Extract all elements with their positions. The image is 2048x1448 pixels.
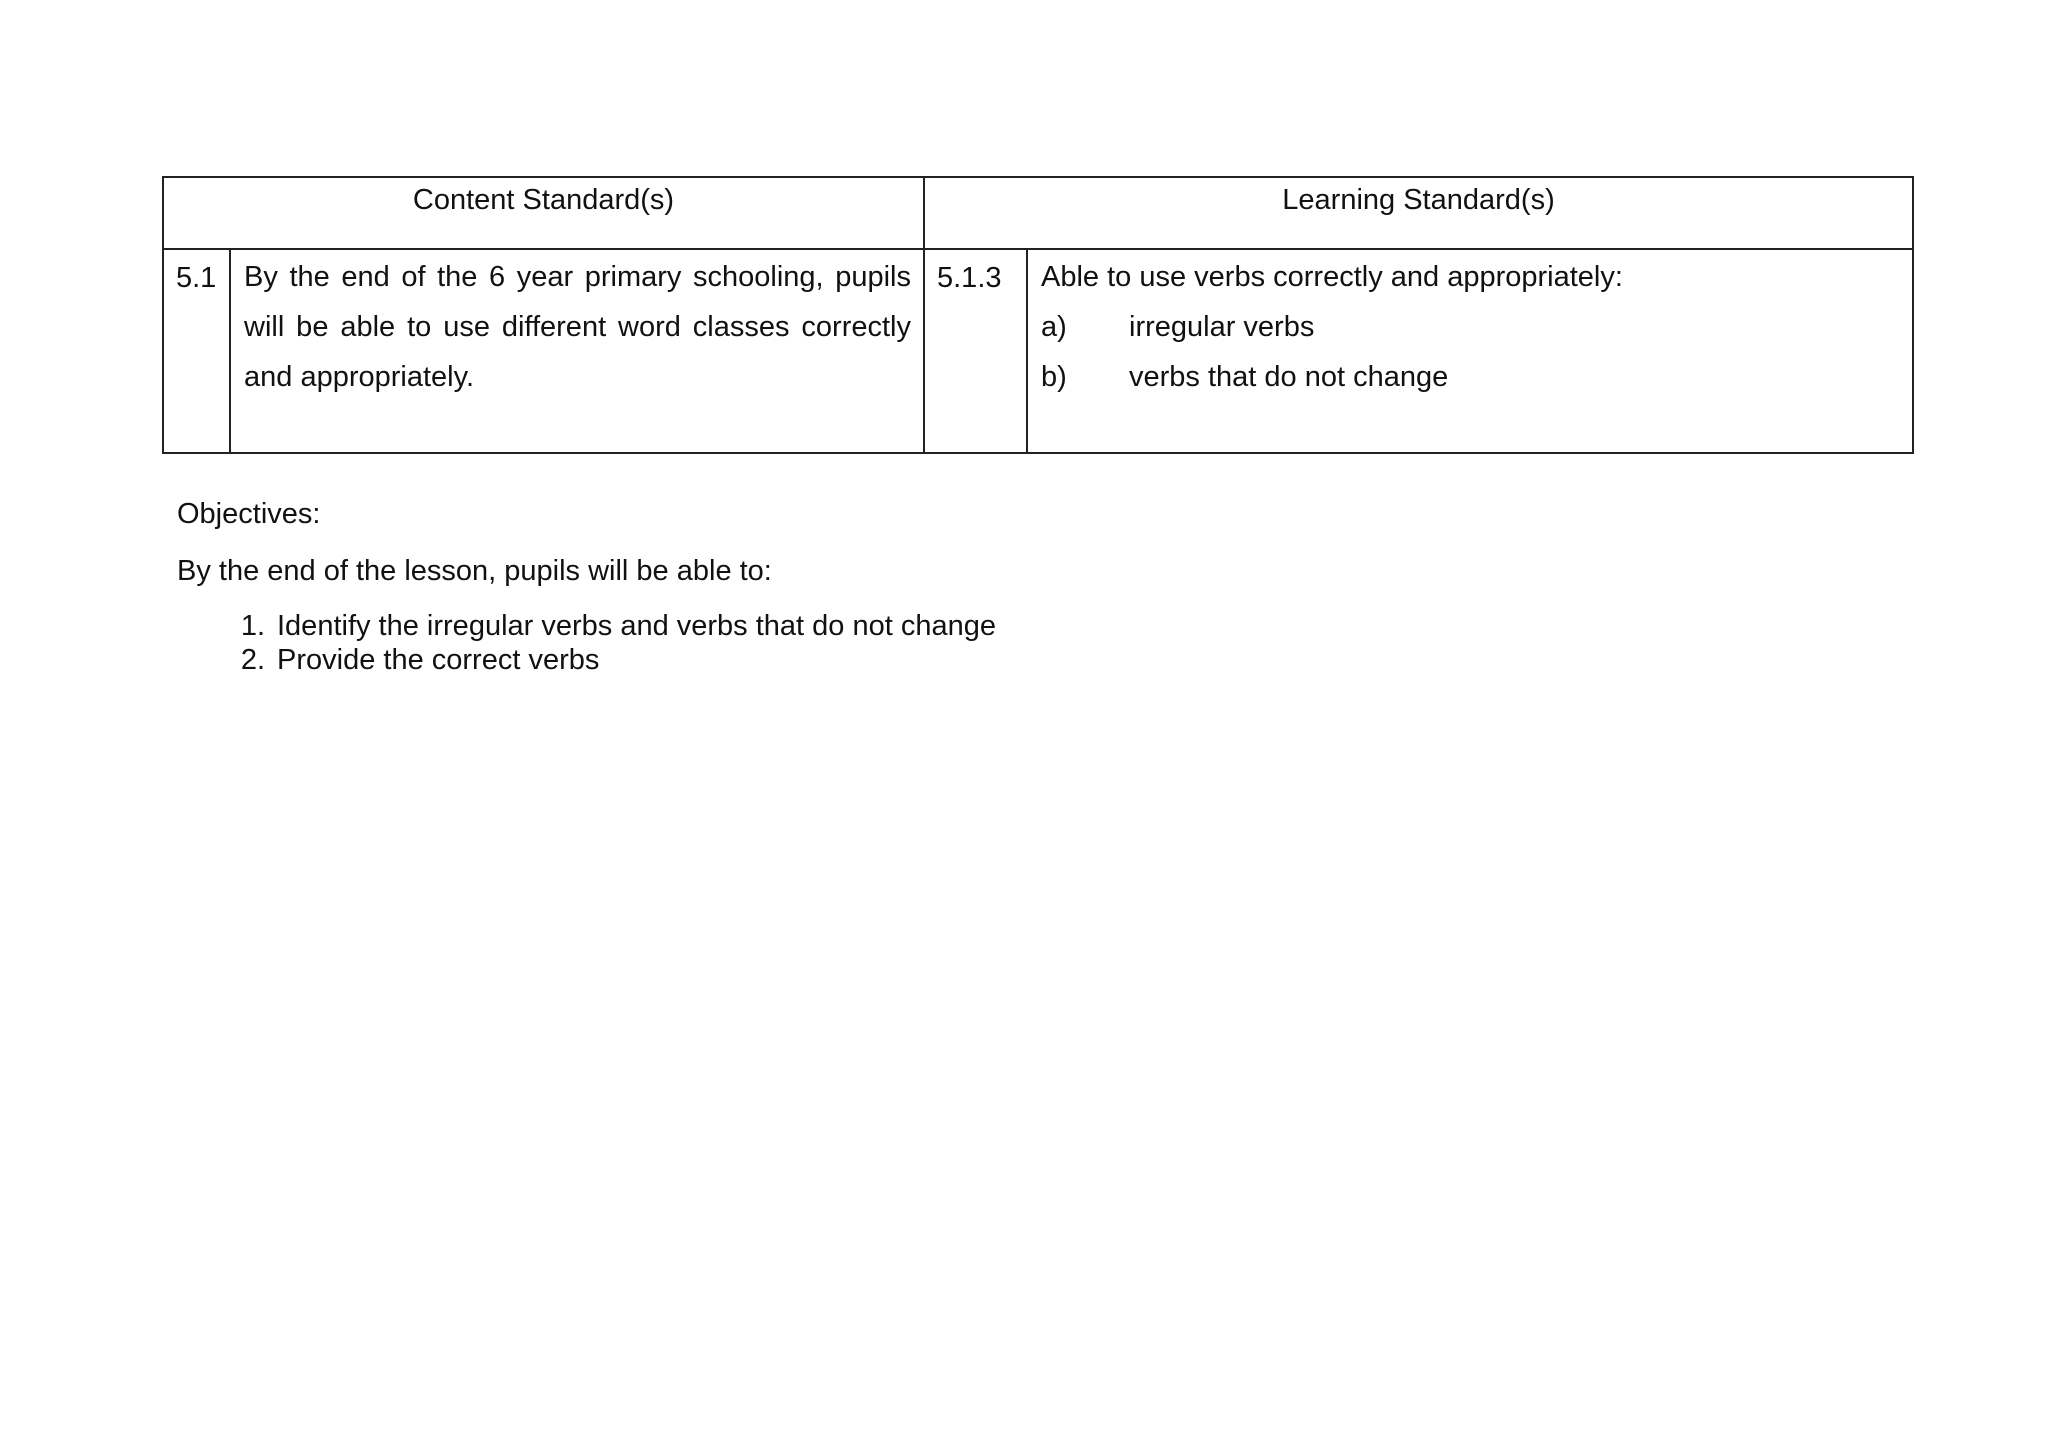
content-standard-cell xyxy=(230,249,924,453)
content-standard-text: By the end of the 6 year primary schooling, pupils will be able to use different word classes correctly and appropriately. xyxy=(244,261,911,393)
learning-standard-header: Learning Standard(s) xyxy=(924,177,1913,249)
list-item xyxy=(1041,302,1900,352)
learning-standard-intro: Able to use verbs correctly and appropriately: xyxy=(1041,261,1623,293)
list-item-marker: a) xyxy=(1041,311,1067,343)
objectives-list xyxy=(177,609,996,677)
learning-standard-cell xyxy=(1027,249,1913,453)
learning-standard-code: 5.1.3 xyxy=(924,249,1027,453)
objectives-section xyxy=(177,496,996,677)
standards-table xyxy=(162,176,1914,454)
list-item-text: verbs that do not change xyxy=(1129,361,1449,393)
list-item-number: 1. xyxy=(240,610,265,643)
table-row xyxy=(163,249,1913,453)
list-item-text: irregular verbs xyxy=(1129,311,1315,343)
objectives-lead: By the end of the lesson, pupils will be able to: xyxy=(177,554,772,587)
list-item-text: Identify the irregular verbs and verbs that do not change xyxy=(277,610,996,643)
table-header-row xyxy=(163,177,1913,249)
content-standard-code: 5.1 xyxy=(163,249,230,453)
list-item xyxy=(177,609,996,643)
list-item-number: 2. xyxy=(240,644,265,677)
list-item-marker: b) xyxy=(1041,361,1067,393)
content-standard-header: Content Standard(s) xyxy=(163,177,924,249)
list-item xyxy=(177,643,996,677)
list-item-text: Provide the correct verbs xyxy=(277,644,600,677)
objectives-title: Objectives: xyxy=(177,498,321,530)
list-item xyxy=(1041,352,1900,402)
